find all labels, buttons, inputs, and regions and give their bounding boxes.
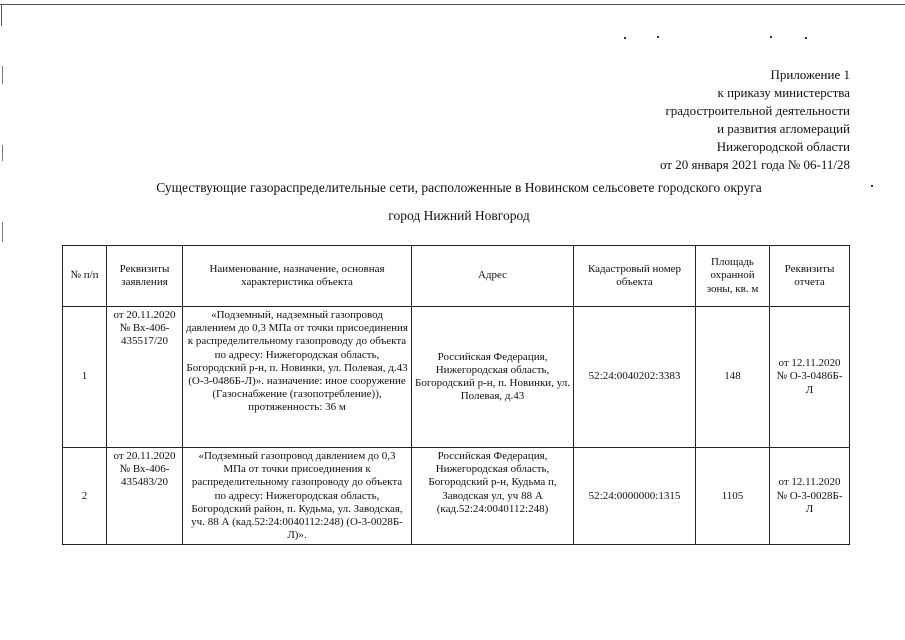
scan-mark (2, 222, 3, 242)
gas-network-table (62, 245, 850, 545)
table-row (63, 307, 850, 448)
cell-address: Российская Федерация, Нижегородская область, Богородский р-н, Кудьма п, Заводская ул, уч 88 А (кад.52:24:0040112:248) (412, 448, 574, 545)
cell-number: 1 (63, 307, 107, 448)
scan-speck (624, 37, 626, 39)
title-line-1: Существующие газораспределительные сети, расположенные в Новинском сельсовете городского округа (156, 180, 762, 195)
appendix-line: от 20 января 2021 года № 06-11/28 (659, 157, 850, 172)
cell-address: Российская Федерация, Нижегородская область, Богородский р-н, п. Новинки, ул. Полевая, д.43 (412, 307, 574, 448)
cell-description: «Подземный газопровод давлением до 0,3 МПа от точки присоединения к распределительному газопроводу до объекта по адресу: Нижегородская область, Богородский район, п. Кудьма, ул. Заводская, уч. 88 А (кад.52:24:0040112:248) (О-3-0028Б-Л)». (183, 448, 412, 545)
scan-speck (657, 36, 659, 38)
appendix-block (660, 66, 850, 174)
cell-cadastral: 52:24:0040202:3383 (574, 307, 696, 448)
scan-edge-left (1, 4, 2, 26)
cell-application: от 20.11.2020 № Вх-406-435483/20 (107, 448, 183, 545)
header-number: № п/п (63, 246, 107, 307)
cell-report: от 12.11.2020 № О-3-0486Б-Л (770, 307, 850, 448)
header-area: Площадь охранной зоны, кв. м (696, 246, 770, 307)
appendix-line: Нижегородской области (716, 139, 850, 154)
table-header-row (63, 246, 850, 307)
header-report: Реквизиты отчета (770, 246, 850, 307)
appendix-line: градостроительной деятельности (665, 103, 850, 118)
cell-cadastral: 52:24:0000000:1315 (574, 448, 696, 545)
cell-number: 2 (63, 448, 107, 545)
document-title (40, 180, 878, 224)
title-line-2: город Нижний Новгород (388, 208, 530, 223)
header-cadastral: Кадастровый номер объекта (574, 246, 696, 307)
cell-report: от 12.11.2020 № О-3-0028Б-Л (770, 448, 850, 545)
scan-mark (2, 145, 3, 161)
scan-speck (805, 37, 807, 39)
header-description: Наименование, назначение, основная характеристика объекта (183, 246, 412, 307)
appendix-line: к приказу министерства (717, 85, 850, 100)
cell-area: 1105 (696, 448, 770, 545)
scan-edge-top (0, 4, 905, 5)
header-address: Адрес (412, 246, 574, 307)
cell-area: 148 (696, 307, 770, 448)
header-application: Реквизиты заявления (107, 246, 183, 307)
appendix-line: и развития агломераций (717, 121, 850, 136)
scan-speck (770, 36, 772, 38)
appendix-line: Приложение 1 (770, 67, 850, 82)
cell-application: от 20.11.2020 № Вх-406-435517/20 (107, 307, 183, 448)
table-row (63, 448, 850, 545)
cell-description: «Подземный, надземный газопровод давлением до 0,3 МПа от точки присоединения к распределительному газопроводу до объекта по адресу: Нижегородская область, Богородский р-н, п. Новинки, ул. Полевая, д.43 (О-3-0486Б-Л)». назначение: иное сооружение (Газоснабжение (газопотребление)), протяженность: 36 м (183, 307, 412, 448)
scan-mark (2, 66, 3, 84)
